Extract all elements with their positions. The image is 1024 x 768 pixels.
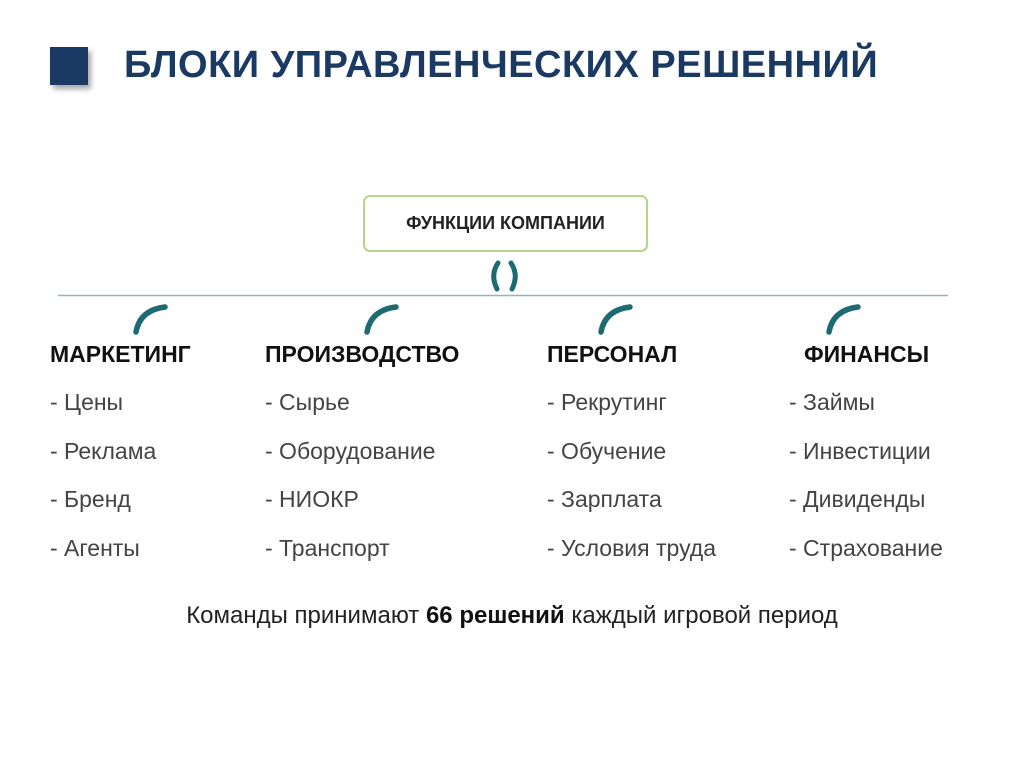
column-marketing [50, 338, 191, 579]
column-items [50, 385, 191, 579]
list-item: - Дивиденды [789, 486, 926, 512]
column-finance [789, 338, 943, 579]
column-items [547, 385, 716, 579]
footer-note [0, 602, 1024, 630]
column-heading: ФИНАНСЫ [804, 341, 930, 367]
footer-text-end: каждый игровой период [564, 602, 838, 629]
list-item: - Рекрутинг [547, 389, 667, 415]
list-item: - НИОКР [265, 486, 359, 512]
list-item: - Зарплата [547, 486, 662, 512]
production-connector-icon [367, 307, 396, 332]
root-connector-left-icon [494, 263, 498, 289]
list-item: - Займы [789, 389, 875, 415]
column-items [265, 385, 459, 579]
list-item: - Инвестиции [789, 437, 931, 464]
list-item: - Сырье [265, 389, 350, 415]
root-connector-right-icon [511, 263, 515, 289]
personnel-connector-icon [601, 307, 630, 332]
root-node-label: ФУНКЦИИ КОМПАНИИ [406, 213, 605, 233]
list-item: - Бренд [50, 486, 131, 512]
list-item: - Реклама [50, 437, 157, 464]
list-item: - Страхование [789, 534, 943, 561]
column-heading: ПРОИЗВОДСТВО [265, 341, 460, 367]
column-heading: МАРКЕТИНГ [50, 341, 191, 367]
column-items [789, 385, 943, 579]
column-production [265, 338, 459, 579]
finance-connector-icon [829, 307, 858, 332]
marketing-connector-icon [136, 307, 165, 332]
footer-decisions-count: 66 решений [425, 602, 565, 629]
column-heading: ПЕРСОНАЛ [547, 341, 678, 367]
column-personnel [547, 338, 716, 579]
list-item: - Оборудование [265, 437, 436, 464]
list-item: - Цены [50, 389, 124, 415]
list-item: - Условия труда [547, 534, 717, 561]
page-title: БЛОКИ УПРАВЛЕНЧЕСКИХ РЕШЕННИЙ [124, 44, 879, 86]
list-item: - Транспорт [265, 534, 390, 561]
footer-text-start: Команды принимают [186, 602, 426, 629]
list-item: - Агенты [50, 534, 140, 561]
list-item: - Обучение [547, 437, 667, 464]
